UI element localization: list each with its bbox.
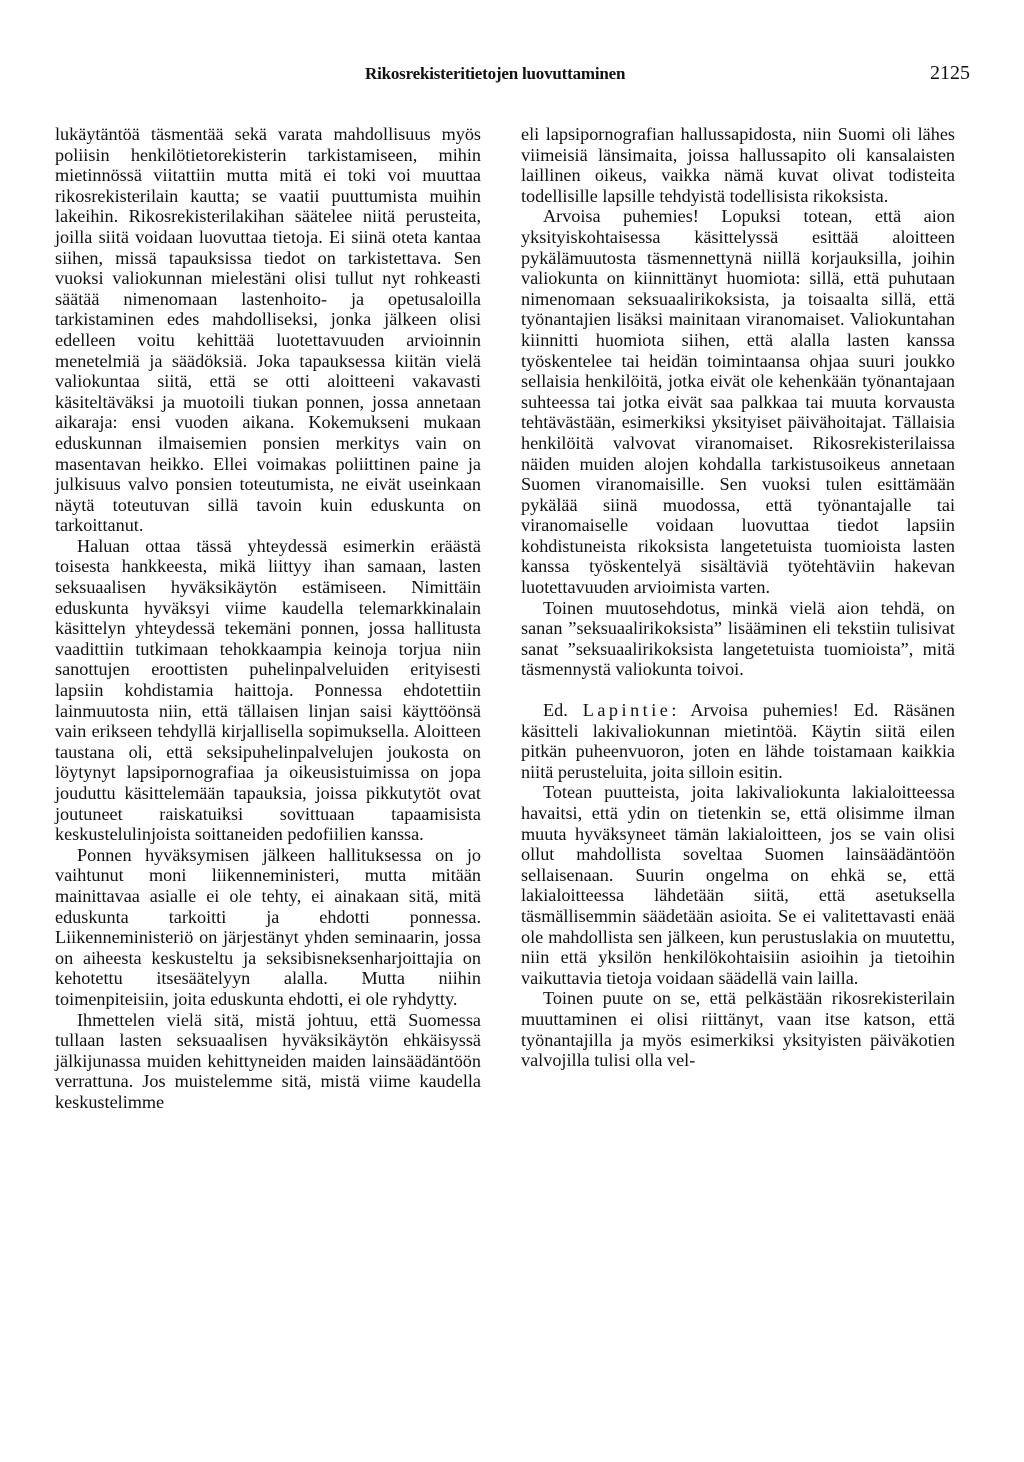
speaker-prefix: Ed.: [543, 700, 568, 721]
paragraph: Arvoisa puhemies! Lopuksi totean, että aion yksityiskohtaisessa käsittelyssä esittää aloitteen pykälämuutosta täsmennettynä niillä korjauksilla, joihin valiokunta on kiinnittänyt huomiota: sillä, että puhutaan nimenomaan seksuaalirikoksista, ja toisaalta sillä, että työnantajien lisäksi mainitaan viranomaiset. Valiokuntahan kiinnitti huomiota siihen, että alalla lasten kanssa työskentelee tai heidän toimintaansa ohjaa suuri joukko sellaisia henkilöitä, jotka eivät ole kehenkään työnantajaan suhteessa tai jotka eivät saa palkkaa tai muuta korvausta tehtävästään, esimerkiksi yksityiset päivähoitajat. Tällaisia henkilöitä valvovat viranomaiset. Rikosrekisterilaissa näiden muiden alojen kohdalla tarkistusoikeus annetaan Suomen viranomaisille. Sen vuoksi tulen esittämään pykälää siinä muodossa, että työnantajalle tai viranomaiselle voidaan luovuttaa tiedot lapsiin kohdistuneista rikoksista langetetuista tuomioista lasten kanssa työskentelyä sisältäviä työtehtäviin hakevan luotettavuuden arvioimista varten.: [521, 206, 955, 598]
page-number: 2125: [930, 62, 970, 84]
left-column: [55, 124, 481, 1113]
paragraph: eli lapsipornografian hallussapidosta, niin Suomi oli lähes viimeisiä länsimaita, joissa hallussapito oli kansalaisten laillinen oikeus, vaikka nämä kuvat olivat todisteita todellisille lapsille tehdyistä todellisista rikoksista.: [521, 124, 955, 206]
paragraph: Toinen puute on se, että pelkästään rikosrekisterilain muuttaminen ei olisi riittänyt, vaan itse katson, että työnantajilla ja myös esimerkiksi yksityisten päiväkotien valvojilla tulisi olla vel-: [521, 988, 955, 1071]
speaker-text: : Arvoisa puhemies! Ed. Räsänen käsitteli lakivaliokunnan mietintöä. Käytin siitä eilen pitkän puheenvuoron, joten en lähde toistamaan kaikkia niitä perusteluita, joita silloin esitin.: [521, 700, 956, 782]
speaker-paragraph: [521, 700, 955, 782]
paragraph: lukäytäntöä täsmentää sekä varata mahdollisuus myös poliisin henkilötietorekisterin tarkistamiseen, mihin mietinnössä viitattiin mutta mitä ei toki voi muuttaa rikosrekisterilain kautta; se vaatii puuttumista muihin lakeihin. Rikosrekisterilakihan säätelee niitä perusteita, joilla siitä voidaan luovuttaa tietoja. Ei siinä oteta kantaa siihen, missä tapauksissa tiedot on tarkistettava. Sen vuoksi valiokunnan mielestäni olisi tullut nyt rohkeasti säätää nimenomaan lastenhoito- ja opetusaloilla tarkistaminen edes mahdolliseksi, jonka jälkeen olisi edelleen voitu kehittää luotettavuuden arvioinnin menetelmiä ja säädöksiä. Joka tapauksessa kiitän vielä valiokuntaa siitä, että se otti aloitteeni vakavasti käsiteltäväksi ja muotoili tiukan ponnen, jossa annetaan aikaraja: ensi vuoden aikana. Kokemukseni mukaan eduskunnan ilmaisemien ponsien merkitys vain on masentavan heikko. Ellei voimakas poliittinen paine ja julkisuus valvo ponsien toteutumista, ne eivät useinkaan näytä toteutuvan sillä tavoin kuin eduskunta on tarkoittanut.: [55, 124, 481, 536]
paragraph: Toinen muutosehdotus, minkä vielä aion tehdä, on sanan ”seksuaalirikoksista” lisääminen eli tekstiin tulisivat sanat ”seksuaalirikoksista langetetuista tuomioista”, mitä täsmennystä valiokunta toivoi.: [521, 597, 955, 680]
paragraph: Ponnen hyväksymisen jälkeen hallituksessa on jo vaihtunut moni liikenneministeri, mutta mitään mainittavaa asialle ei ole tehty, ei ainakaan sitä, mitä eduskunta tarkoitti ja ehdotti ponnessa. Liikenneministeriö on järjestänyt yhden seminaarin, jossa on aiheesta keskusteltu ja seksibisneksenharjoittajia on kehotettu itsesäätelyyn alalla. Mutta niihin toimenpiteisiin, joita eduskunta ehdotti, ei ole ryhdytty.: [55, 844, 481, 1009]
paragraph: Totean puutteista, joita lakivaliokunta lakialoitteessa havaitsi, että ydin on tietenkin se, että olisimme ilman muuta hyväksyneet tämän lakialoitteen, jos se vain olisi ollut mahdollista soveltaa Suomen lainsäädäntöön sellaisenaan. Suurin ongelma on ehkä se, että lakialoitteessa lähdetään siitä, että asetuksella täsmällisemmin säädetään asioita. Se ei valitettavasti enää ole mahdollista sen jälkeen, kun perustuslakia on muutettu, niin että yksilön henkilökohtaisiin asioihin ja tietoihin vaikuttavia tietoja voidaan säädellä vain laillа.: [521, 782, 955, 988]
paragraph: Haluan ottaa tässä yhteydessä esimerkin eräästä toisesta hankkeesta, mikä liittyy ihan samaan, lasten seksuaalisen hyväksikäytön estämiseen. Nimittäin eduskunta hyväksyi viime kaudella telemarkkinalain käsittelyn yhteydessä tekemäni ponnen, jossa hallitusta vaadittiin tutkimaan tehokkaampia keinoja torjua niin sanottujen eroottisten puhelinpalveluiden erityisesti lapsiin kohdistamia haittoja. Ponnessa ehdotettiin lainmuutosta niin, että tällaisen linjan saisi käyttöönsä vain erikseen tehdyllä kirjallisella sopimuksella. Aloitteen taustana oli, että seksipuhelinpalvelujen joukosta on löytynyt lapsipornografiaa ja oikeusistuimissa on jopa jouduttu käsittelemään tapauksia, joissa pikkutytöt ovat joutuneet raiskatuiksi sovittuaan tapaamisista keskustelulinjoista soittaneiden pedofiilien kanssa.: [55, 535, 481, 845]
running-head: Rikosrekisteritietojen luovuttaminen: [365, 64, 626, 83]
speaker-name: Lapintie: [582, 700, 672, 721]
right-column: [521, 124, 955, 1071]
paragraph: Ihmettelen vielä sitä, mistä johtuu, että Suomessa tullaan lasten seksuaalisen hyväksikäytön ehkäisyssä jälkijunassa muiden kehittyneiden maiden lainsäädäntöön verrattuna. Jos muistelemme sitä, mistä viime kaudella keskustelimme: [55, 1009, 481, 1112]
